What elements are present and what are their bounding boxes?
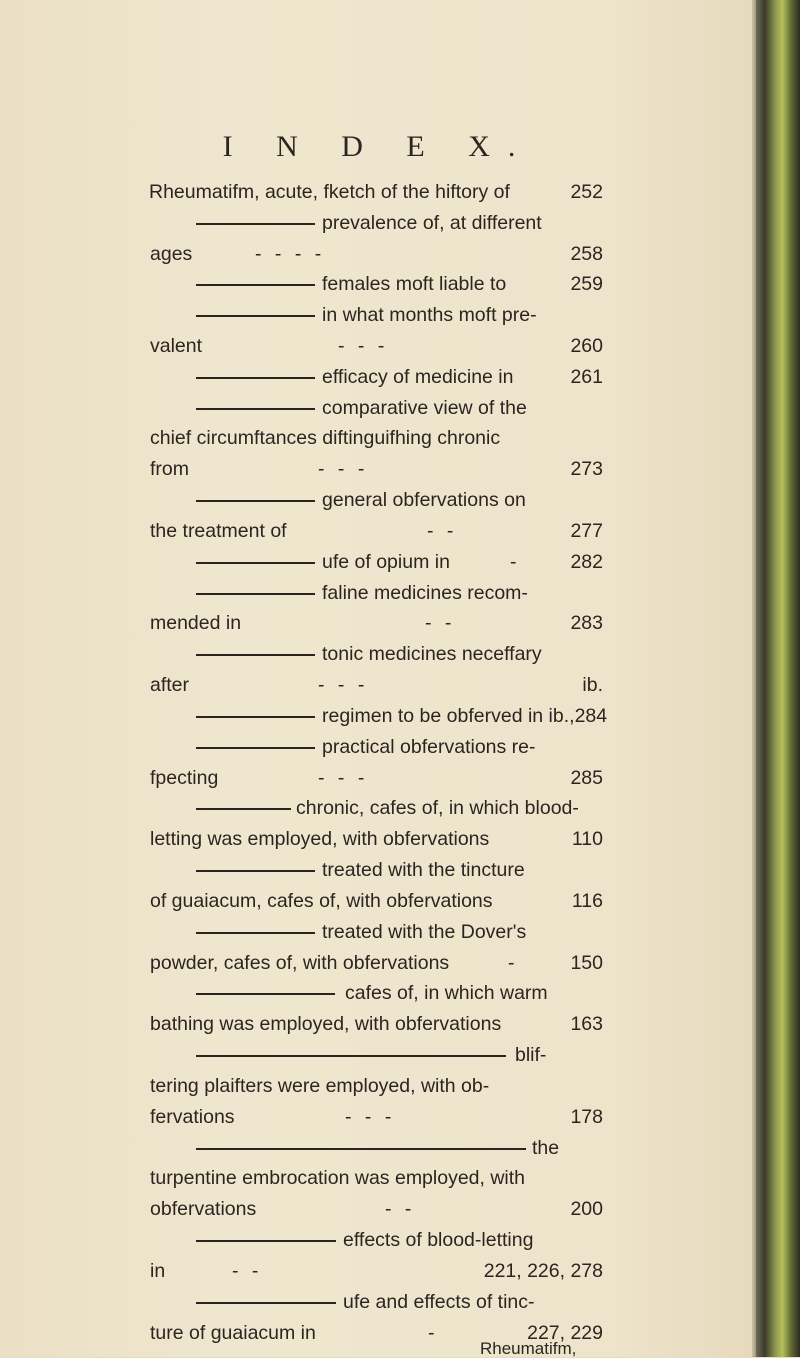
index-entry: cafes of, in which warm xyxy=(0,982,756,1018)
index-entry: prevalence of, at different xyxy=(0,212,756,248)
ditto-rule xyxy=(196,932,315,934)
ditto-rule xyxy=(196,716,315,718)
index-entry: practical obfervations re- xyxy=(0,736,756,772)
index-entry: faline medicines recom- xyxy=(0,582,756,618)
index-entry: bathing was employed, with obfervations 163 xyxy=(150,1013,603,1035)
ditto-rule xyxy=(196,377,315,379)
ditto-rule xyxy=(196,1302,336,1304)
ditto-rule xyxy=(196,808,291,810)
ditto-rule xyxy=(196,593,315,595)
index-entry: after - - - ib. xyxy=(150,674,603,696)
index-entry: efficacy of medicine in 261 xyxy=(0,366,756,402)
ditto-rule xyxy=(196,315,315,317)
ditto-rule xyxy=(196,408,315,410)
index-entry: of guaiacum, cafes of, with obfervations 116 xyxy=(150,890,603,912)
ditto-rule xyxy=(196,993,335,995)
index-entry: regimen to be obferved in ib.,284 xyxy=(0,705,756,741)
index-entry: powder, cafes of, with obfervations - 150 xyxy=(150,952,603,974)
index-entry: Rheumatifm, acute, fketch of the hiftory of 252 xyxy=(149,181,603,203)
index-entry: in - - 221, 226, 278 xyxy=(150,1260,603,1282)
ditto-rule xyxy=(196,562,315,564)
index-entry: the xyxy=(0,1137,756,1173)
catchword: Rheumatifm, xyxy=(480,1339,577,1357)
ditto-rule xyxy=(196,1240,336,1242)
index-entry: tonic medicines neceffary xyxy=(0,643,756,679)
index-entry: mended in - - 283 xyxy=(150,612,603,634)
ditto-rule xyxy=(196,284,315,286)
book-spine xyxy=(756,0,800,1357)
index-entry: the treatment of - - 277 xyxy=(150,520,603,542)
index-entry: valent - - - 260 xyxy=(150,335,603,357)
index-entry: ufe and effects of tinc- xyxy=(0,1291,756,1327)
ditto-rule xyxy=(196,223,315,225)
index-entry: general obfervations on xyxy=(0,489,756,525)
page-header: I N D E X. xyxy=(222,130,534,163)
index-entry: fervations - - - 178 xyxy=(150,1106,603,1128)
index-entry: turpentine embrocation was employed, with xyxy=(150,1167,526,1189)
index-entry: ufe of opium in - 282 xyxy=(0,551,756,587)
ditto-rule xyxy=(196,1148,526,1150)
index-entry: obfervations - - 200 xyxy=(150,1198,603,1220)
index-entry: ture of guaiacum in - 227, 229 xyxy=(150,1322,603,1344)
index-entry: letting was employed, with obfervations 110 xyxy=(150,828,603,850)
catchword-line xyxy=(0,1339,756,1357)
index-entry: from - - - 273 xyxy=(150,458,603,480)
index-entry: comparative view of the xyxy=(0,397,756,433)
index-entry: females moft liable to 259 xyxy=(0,273,756,309)
ditto-rule xyxy=(196,654,315,656)
ditto-rule xyxy=(196,500,315,502)
ditto-rule xyxy=(196,747,315,749)
index-entry: fpecting - - - 285 xyxy=(150,767,603,789)
index-entry: chronic, cafes of, in which blood- xyxy=(0,797,756,833)
index-entry: blif- xyxy=(0,1044,756,1080)
index-entry: treated with the Dover's xyxy=(0,921,756,957)
index-entry: in what months moft pre- xyxy=(0,304,756,340)
index-entry: tering plaifters were employed, with ob- xyxy=(150,1075,490,1097)
index-entry: chief circumftances diftinguifhing chronic xyxy=(150,427,501,449)
index-entry: effects of blood-letting xyxy=(0,1229,756,1265)
ditto-rule xyxy=(196,1055,506,1057)
index-entry: ages - - - - 258 xyxy=(150,243,603,265)
index-entry: treated with the tincture xyxy=(0,859,756,895)
ditto-rule xyxy=(196,870,315,872)
